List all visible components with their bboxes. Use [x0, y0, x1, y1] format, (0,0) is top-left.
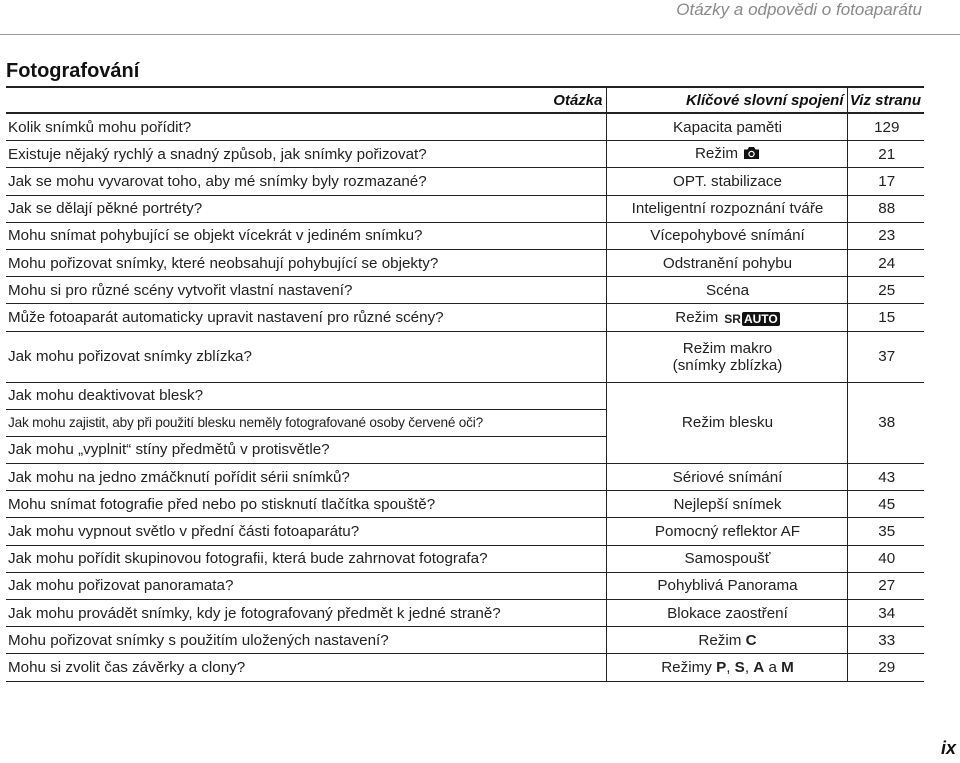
keyword-text: Režim: [675, 308, 719, 326]
question-cell: Jak mohu pořizovat panoramata?: [6, 572, 606, 599]
keyword-cell: [606, 627, 847, 654]
page-cell[interactable]: 37: [847, 331, 924, 382]
faq-table: [6, 88, 924, 682]
table-row: [6, 545, 924, 572]
question-cell: Mohu si zvolit čas závěrky a clony?: [6, 654, 606, 681]
keyword-cell: Sériové snímání: [606, 464, 847, 491]
separator: ,: [744, 658, 754, 676]
page-cell[interactable]: 45: [847, 491, 924, 518]
question-cell: Jak mohu pořizovat snímky zblízka?: [6, 331, 606, 382]
camera-icon: [743, 146, 760, 164]
table-row: [6, 600, 924, 627]
column-header-page: Viz stranu: [847, 88, 924, 113]
keyword-cell: [606, 654, 847, 681]
keyword-cell: [606, 304, 847, 331]
page-cell[interactable]: 24: [847, 249, 924, 276]
keyword-cell: Vícepohybové snímání: [606, 222, 847, 249]
table-row: [6, 518, 924, 545]
question-cell: Jak mohu „vyplnit“ stíny předmětů v protisvětle?: [6, 436, 606, 463]
table-row: [6, 249, 924, 276]
question-cell: Jak se dělají pěkné portréty?: [6, 195, 606, 222]
keyword-cell: Pomocný reflektor AF: [606, 518, 847, 545]
question-cell: Mohu snímat pohybující se objekt vícekrát v jediném snímku?: [6, 222, 606, 249]
keyword-cell: [606, 141, 847, 168]
table-row: [6, 654, 924, 681]
keyword-text: Režimy: [661, 658, 712, 676]
mode-p-label: P: [716, 658, 727, 676]
question-cell: Jak mohu zajistit, aby při použití blesku neměly fotografované osoby červené oči?: [6, 409, 606, 436]
page-cell[interactable]: 38: [847, 382, 924, 464]
mode-a-label: A: [753, 658, 765, 676]
separator: a: [764, 658, 782, 676]
keyword-cell: Režim blesku: [606, 382, 847, 464]
keyword-cell: Odstranění pohybu: [606, 249, 847, 276]
keyword-line-2: (snímky zblízka): [672, 356, 783, 374]
page-cell[interactable]: 25: [847, 277, 924, 304]
mode-s-label: S: [734, 658, 745, 676]
header-rule: [0, 34, 960, 35]
section-title: Fotografování: [6, 60, 140, 82]
keyword-line-1: Režim makro: [682, 339, 773, 357]
sr-icon-text: SR: [724, 311, 741, 326]
page-cell[interactable]: 33: [847, 627, 924, 654]
page-cell[interactable]: 21: [847, 141, 924, 168]
table-row: [6, 627, 924, 654]
keyword-cell: Scéna: [606, 277, 847, 304]
separator: ,: [726, 658, 735, 676]
table-row: [6, 222, 924, 249]
keyword-cell: Inteligentní rozpoznání tváře: [606, 195, 847, 222]
question-cell: Jak se mohu vyvarovat toho, aby mé snímky byly rozmazané?: [6, 168, 606, 195]
table-row: [6, 168, 924, 195]
question-cell: Může fotoaparát automaticky upravit nastavení pro různé scény?: [6, 304, 606, 331]
running-title: Otázky a odpovědi o fotoaparátu: [676, 0, 922, 19]
table-row: [6, 113, 924, 141]
auto-icon-text: AUTO: [743, 311, 778, 326]
table-header-row: [6, 88, 924, 113]
page-cell[interactable]: 34: [847, 600, 924, 627]
table-row: [6, 331, 924, 382]
keyword-cell: [606, 331, 847, 382]
table-row: [6, 277, 924, 304]
page-cell[interactable]: 17: [847, 168, 924, 195]
page-cell[interactable]: 43: [847, 464, 924, 491]
keyword-text: Režim: [694, 144, 739, 162]
question-cell: Mohu pořizovat snímky s použitím uložených nastavení?: [6, 627, 606, 654]
table-row: [6, 464, 924, 491]
keyword-cell: OPT. stabilizace: [606, 168, 847, 195]
keyword-cell: Blokace zaostření: [606, 600, 847, 627]
page-cell[interactable]: 129: [847, 113, 924, 141]
page-number: ix: [940, 738, 956, 758]
page-cell[interactable]: 29: [847, 654, 924, 681]
sr-auto-icon: [723, 313, 779, 326]
question-cell: Mohu snímat fotografie před nebo po stisknutí tlačítka spouště?: [6, 491, 606, 518]
page-cell[interactable]: 88: [847, 195, 924, 222]
page-cell[interactable]: 40: [847, 545, 924, 572]
table-row: [6, 382, 924, 409]
question-cell: Jak mohu pořídit skupinovou fotografii, která bude zahrnovat fotografa?: [6, 545, 606, 572]
page-cell[interactable]: 23: [847, 222, 924, 249]
page-cell[interactable]: 35: [847, 518, 924, 545]
mode-c-label: C: [745, 631, 757, 649]
table-row: [6, 572, 924, 599]
question-cell: Jak mohu provádět snímky, kdy je fotografovaný předmět k jedné straně?: [6, 600, 606, 627]
question-cell: Jak mohu deaktivovat blesk?: [6, 382, 606, 409]
question-cell: Jak mohu vypnout světlo v přední části fotoaparátu?: [6, 518, 606, 545]
question-cell: Jak mohu na jedno zmáčknutí pořídit sérii snímků?: [6, 464, 606, 491]
keyword-cell: Samospoušť: [606, 545, 847, 572]
page-cell[interactable]: 15: [847, 304, 924, 331]
column-header-keyword: Klíčové slovní spojení: [606, 88, 847, 113]
column-header-question: Otázka: [6, 88, 606, 113]
mode-m-label: M: [781, 658, 794, 676]
question-cell: Existuje nějaký rychlý a snadný způsob, jak snímky pořizovat?: [6, 141, 606, 168]
table-row: [6, 141, 924, 168]
table-row: [6, 195, 924, 222]
question-cell: Kolik snímků mohu pořídit?: [6, 113, 606, 141]
keyword-text: Režim: [698, 631, 742, 649]
page-cell[interactable]: 27: [847, 572, 924, 599]
question-cell: Mohu si pro různé scény vytvořit vlastní nastavení?: [6, 277, 606, 304]
keyword-cell: Pohyblivá Panorama: [606, 572, 847, 599]
keyword-cell: Kapacita paměti: [606, 113, 847, 141]
table-row: [6, 491, 924, 518]
table-row: [6, 304, 924, 331]
question-cell: Mohu pořizovat snímky, které neobsahují pohybující se objekty?: [6, 249, 606, 276]
keyword-cell: Nejlepší snímek: [606, 491, 847, 518]
